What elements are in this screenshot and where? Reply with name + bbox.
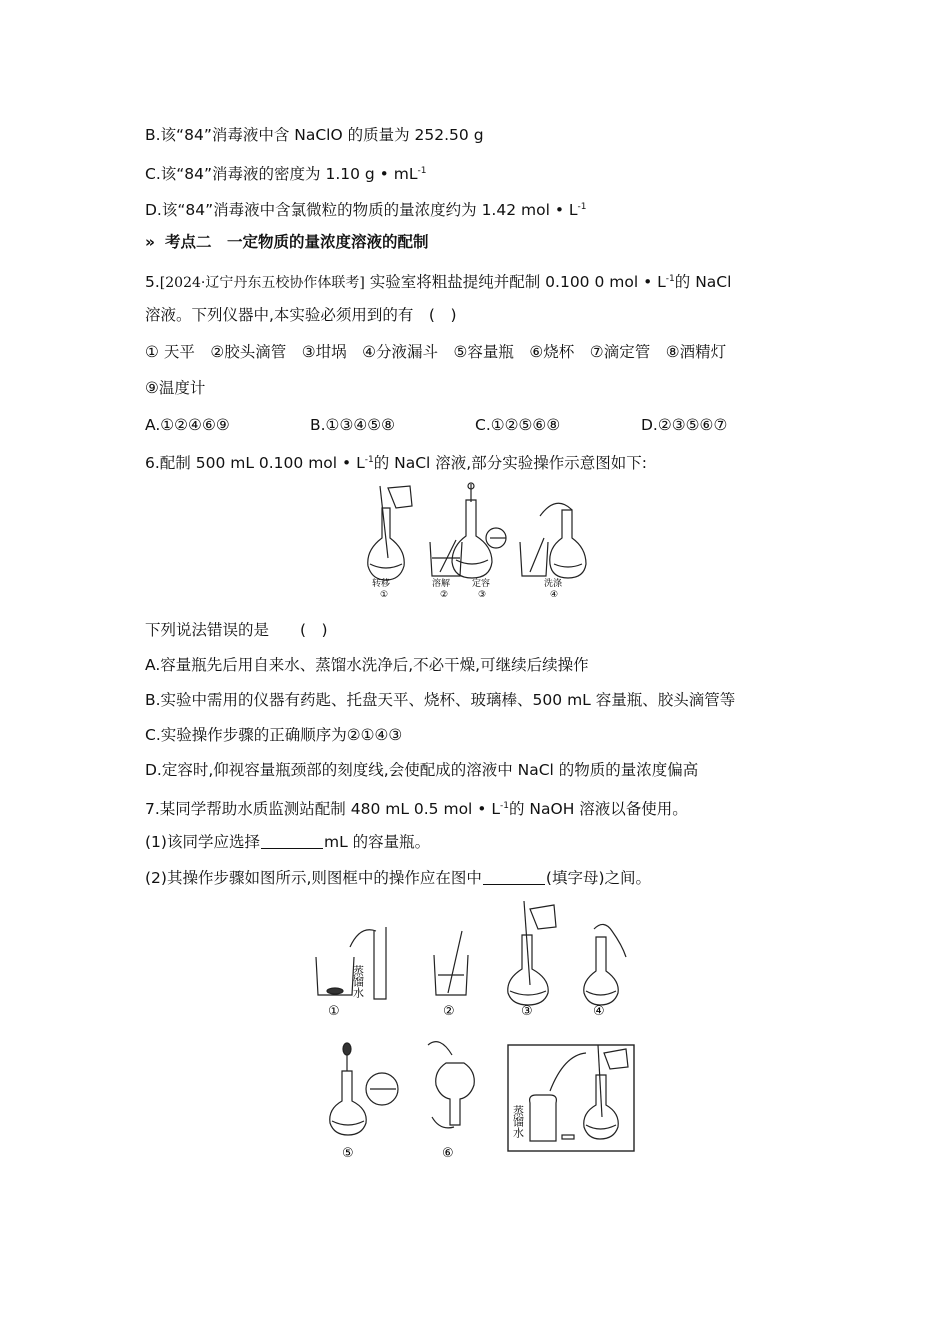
fig-label: ① xyxy=(328,1004,340,1019)
superscript: -1 xyxy=(665,274,675,284)
q5-options xyxy=(145,414,845,436)
q5-source: [2024·辽宁丹东五校协作体联考] xyxy=(159,275,365,291)
q7-sub2-text-end: (填字母)之间。 xyxy=(545,869,651,887)
option-c-line xyxy=(145,160,426,185)
q7-stem-text-end: 的 NaOH 溶液以备使用。 xyxy=(508,800,688,818)
q6-stem-text-end: 的 NaCl 溶液,部分实验操作示意图如下: xyxy=(373,454,647,472)
q5-stem-line2: 溶液。下列仪器中,本实验必须用到的有 ( ) xyxy=(145,306,457,324)
fig-label: 蒸馏水 xyxy=(511,1105,525,1138)
fig-label: ④ xyxy=(550,590,559,600)
q5-stem-text-end: 的 NaCl xyxy=(674,273,732,291)
q6-stem-text: 6.配制 500 mL 0.100 mol • L xyxy=(145,454,365,472)
q5-option-c: C.①②⑤⑥⑧ xyxy=(475,416,561,434)
answer-blank[interactable] xyxy=(261,834,323,849)
q6-figure xyxy=(360,480,600,600)
fig-label: ① xyxy=(380,590,389,600)
fig-label: 定容 xyxy=(472,579,491,589)
q5-stem xyxy=(145,268,731,294)
option-b-line: B.该“84”消毒液中含 NaClO 的质量为 252.50 g xyxy=(145,126,484,144)
q6-stem xyxy=(145,449,647,474)
q7-sub1-text-end: mL 的容量瓶。 xyxy=(323,833,431,851)
fig-label: 洗涤 xyxy=(544,579,563,589)
fig-label: ③ xyxy=(521,1004,533,1019)
q5-number: 5. xyxy=(145,273,160,291)
q6-option-d: D.定容时,仰视容量瓶颈部的刻度线,会使配成的溶液中 NaCl 的物质的量浓度偏高 xyxy=(145,761,699,779)
section-title: 考点二 一定物质的量浓度溶液的配制 xyxy=(165,233,429,251)
q7-sub2 xyxy=(145,867,651,889)
fig-label: ⑥ xyxy=(442,1146,454,1161)
answer-blank[interactable] xyxy=(483,870,545,885)
fig-label: 转移 xyxy=(372,579,391,589)
superscript: -1 xyxy=(364,455,374,465)
fig-label: ④ xyxy=(593,1004,605,1019)
option-d-line xyxy=(145,196,587,221)
fig-label: ② xyxy=(443,1004,455,1019)
section-marker-icon: » xyxy=(145,233,156,251)
section-header xyxy=(145,231,429,253)
q5-instruments: ① 天平 ②胶头滴管 ③坩埚 ④分液漏斗 ⑤容量瓶 ⑥烧杯 ⑦滴定管 ⑧酒精灯 xyxy=(145,343,727,361)
q7-sub1-text: (1)该同学应选择 xyxy=(145,833,260,851)
fig-label: 蒸馏水 xyxy=(351,965,365,998)
q5-instruments-line2: ⑨温度计 xyxy=(145,379,206,397)
q6-option-a: A.容量瓶先后用自来水、蒸馏水洗净后,不必干燥,可继续后续操作 xyxy=(145,656,589,674)
superscript: -1 xyxy=(417,166,427,176)
q7-stem-text: 7.某同学帮助水质监测站配制 480 mL 0.5 mol • L xyxy=(145,800,500,818)
q5-option-b: B.①③④⑤⑧ xyxy=(310,416,396,434)
q7-figure xyxy=(300,895,645,1170)
q6-option-b: B.实验中需用的仪器有药匙、托盘天平、烧杯、玻璃棒、500 mL 容量瓶、胶头滴管等 xyxy=(145,691,736,709)
q7-sub1 xyxy=(145,831,430,853)
fig-label: ⑤ xyxy=(342,1146,354,1161)
fig-label: 溶解 xyxy=(432,579,451,589)
option-d-text: D.该“84”消毒液中含氯微粒的物质的量浓度约为 1.42 mol • L xyxy=(145,201,578,219)
q5-stem-text: 实验室将粗盐提纯并配制 0.100 0 mol • L xyxy=(364,273,666,291)
q6-option-c: C.实验操作步骤的正确顺序为②①④③ xyxy=(145,726,403,744)
superscript: -1 xyxy=(577,202,587,212)
q7-sub2-text: (2)其操作步骤如图所示,则图框中的操作应在图中 xyxy=(145,869,482,887)
option-c-text: C.该“84”消毒液的密度为 1.10 g • mL xyxy=(145,165,418,183)
q7-stem xyxy=(145,795,688,820)
q6-question: 下列说法错误的是 ( ) xyxy=(145,621,328,639)
fig-label: ② xyxy=(440,590,449,600)
superscript: -1 xyxy=(500,801,509,811)
q5-option-d: D.②③⑤⑥⑦ xyxy=(641,416,728,434)
fig-label: ③ xyxy=(478,590,487,600)
q5-option-a: A.①②④⑥⑨ xyxy=(145,416,230,434)
